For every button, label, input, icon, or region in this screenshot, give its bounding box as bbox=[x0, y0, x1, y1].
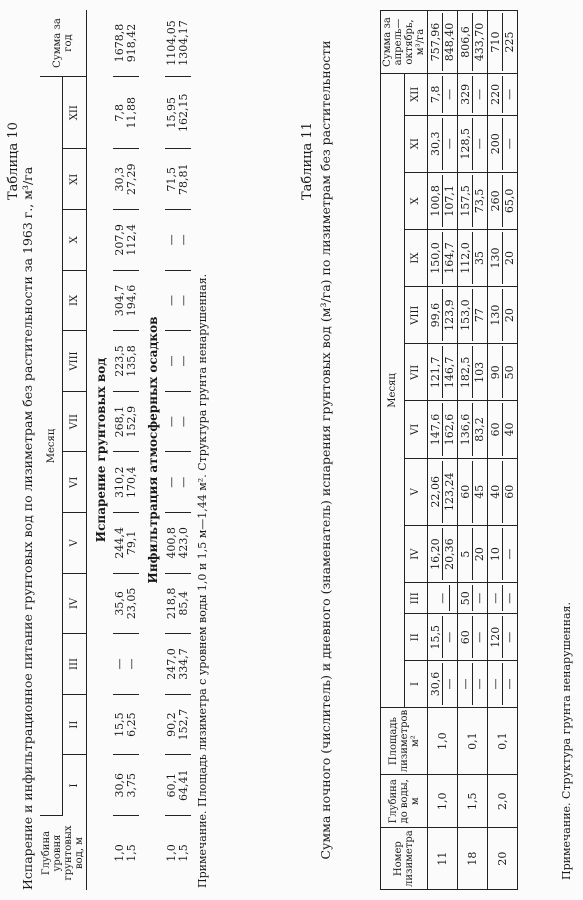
t11-denominator: 65,0 bbox=[503, 188, 516, 214]
t10-value-cell-line: 7,8 bbox=[113, 103, 126, 122]
t11-numerator: 157,5 bbox=[459, 175, 473, 227]
t11-numerator: 260 bbox=[489, 175, 503, 227]
t11-value-cell bbox=[488, 344, 518, 401]
t10-value-cell bbox=[113, 210, 139, 271]
t11-denominator: 73,5 bbox=[473, 188, 486, 214]
t10-value-cell-line: 90,2 bbox=[165, 712, 178, 737]
table11-label: Таблица 11 bbox=[300, 122, 315, 200]
t10-value-cell bbox=[165, 513, 191, 574]
t11-denominator: 35 bbox=[473, 251, 486, 266]
t10-value-cell-line: 112,4 bbox=[125, 224, 138, 256]
t10-value-cell-line: 170,4 bbox=[125, 466, 138, 498]
t11-numerator: 220 bbox=[489, 76, 503, 113]
t11-denominator: 83,2 bbox=[473, 417, 486, 442]
t11-denominator: 20,36 bbox=[443, 538, 456, 570]
t11-numerator: 130 bbox=[489, 232, 503, 284]
t11-numerator: — bbox=[459, 663, 473, 705]
t11-denominator: 433,70 bbox=[473, 22, 486, 62]
t10-value-cell-line: 15,95 bbox=[165, 96, 178, 129]
t10-value-cell-line: — bbox=[113, 658, 126, 670]
t11-value-cell bbox=[458, 11, 488, 74]
t10-value-cell bbox=[165, 634, 191, 695]
t10-value-cell bbox=[113, 755, 139, 816]
table10-caption: Испарение и инфильтрационное питание грунтовых вод по лизиметрам без растительности за 1963 г., м³/га bbox=[20, 166, 35, 890]
t10-value-cell-line: 23,05 bbox=[125, 587, 138, 620]
t11-denominator: 40 bbox=[503, 422, 516, 437]
t11-month-III: III bbox=[404, 583, 428, 614]
t10-value-cell-line: 60,1 bbox=[165, 772, 178, 798]
t10-month-VIII: VIII bbox=[63, 331, 87, 392]
t10-value-cell-line: 15,5 bbox=[113, 712, 126, 737]
t10-value-cell bbox=[113, 270, 139, 331]
t11-numerator: 710 bbox=[489, 13, 503, 71]
table10-label: Таблица 10 bbox=[6, 122, 21, 200]
t11-value-cell bbox=[458, 458, 488, 526]
t11-numerator: 50 bbox=[459, 585, 473, 611]
t11-denominator: 107,1 bbox=[443, 185, 456, 217]
t11-numerator: 112,0 bbox=[459, 232, 473, 284]
t11-numerator: 5 bbox=[459, 528, 473, 580]
t11-value-cell bbox=[428, 74, 458, 116]
t10-value-cell bbox=[165, 573, 191, 634]
t11-value-cell bbox=[428, 661, 458, 708]
t10-value-cell-line: — bbox=[165, 416, 178, 428]
t11-value-cell bbox=[488, 401, 518, 458]
t10-month-II: II bbox=[63, 694, 87, 755]
t11-denominator: 162,6 bbox=[443, 413, 456, 446]
t11-num-header: Номер лизиметра bbox=[381, 828, 428, 890]
t11-month-X: X bbox=[404, 172, 428, 229]
t10-note: Примечание. Площадь лизиметра с уровнем воды 1,0 и 1,5 м—1,44 м². Структура грунта ненарушенная. bbox=[196, 273, 209, 888]
t10-value-cell bbox=[165, 210, 191, 271]
t11-month-II: II bbox=[404, 614, 428, 661]
t10-value-cell bbox=[165, 10, 191, 77]
t11-denominator: 20 bbox=[503, 251, 516, 266]
t10-value-cell bbox=[165, 452, 191, 513]
t11-value-cell bbox=[488, 229, 518, 286]
t11-num-cell: 18 bbox=[458, 828, 488, 890]
t11-value-cell bbox=[428, 115, 458, 172]
t11-denominator: 123,24 bbox=[443, 472, 456, 512]
t10-value-cell-line: 78,81 bbox=[177, 163, 190, 196]
t10-value-cell bbox=[165, 755, 191, 816]
t10-value-cell-line: — bbox=[165, 476, 178, 488]
t11-value-cell bbox=[428, 526, 458, 583]
t11-numerator: 90 bbox=[489, 346, 503, 398]
t11-value-cell bbox=[488, 583, 518, 614]
t11-numerator: 757,96 bbox=[429, 13, 443, 71]
t10-value-cell bbox=[113, 694, 139, 755]
t11-denominator: — bbox=[473, 678, 486, 690]
t11-denominator: 146,7 bbox=[443, 356, 456, 389]
t11-denominator: — bbox=[443, 88, 456, 100]
t10-value-cell-line: 194,6 bbox=[125, 284, 138, 317]
t10-value-cell-line: 64,41 bbox=[177, 769, 190, 801]
t11-value-cell bbox=[458, 344, 488, 401]
t10-section-infil: Инфильтрация атмосферных осадков bbox=[146, 316, 160, 584]
t10-value-cell bbox=[165, 331, 191, 392]
t11-numerator: 128,5 bbox=[459, 118, 473, 170]
t10-value-cell-line: — bbox=[177, 355, 190, 367]
t11-numerator: 100,8 bbox=[429, 175, 443, 227]
t11-denominator: — bbox=[443, 631, 456, 643]
t11-value-cell bbox=[458, 74, 488, 116]
t11-denominator: — bbox=[503, 548, 516, 560]
t11-value-cell bbox=[488, 115, 518, 172]
t10-value-cell bbox=[165, 270, 191, 331]
t11-value-cell bbox=[428, 614, 458, 661]
t10-depth-cell bbox=[165, 816, 191, 891]
t10-value-cell-line: 3,75 bbox=[125, 772, 138, 798]
t11-numerator: 806,6 bbox=[459, 13, 473, 71]
t10-value-cell-line: — bbox=[125, 658, 138, 670]
t10-value-cell bbox=[113, 77, 139, 149]
t11-value-cell bbox=[488, 661, 518, 708]
t11-month-IV: IV bbox=[404, 526, 428, 583]
t10-value-cell-line: 71,5 bbox=[165, 167, 178, 192]
t11-numerator: 30,3 bbox=[429, 118, 443, 170]
t10-value-cell bbox=[113, 513, 139, 574]
t10-value-cell-line: 400,8 bbox=[165, 527, 178, 559]
t11-denominator: 20 bbox=[473, 547, 486, 562]
t11-value-cell bbox=[488, 74, 518, 116]
t10-value-cell-line: — bbox=[165, 294, 178, 306]
t11-num-cell: 20 bbox=[488, 828, 518, 890]
t10-value-cell-line: 162,15 bbox=[177, 93, 190, 132]
t11-denominator: — bbox=[443, 138, 456, 150]
t11-value-cell bbox=[428, 11, 458, 74]
t11-numerator: — bbox=[489, 663, 503, 705]
t11-value-cell bbox=[458, 614, 488, 661]
t11-value-cell bbox=[488, 11, 518, 74]
t10-value-cell-line: 1678,8 bbox=[113, 23, 126, 63]
t10-value-cell bbox=[165, 694, 191, 755]
t10-value-cell bbox=[113, 452, 139, 513]
t10-value-cell-line: 268,1 bbox=[113, 405, 126, 438]
t11-value-cell bbox=[458, 287, 488, 344]
t11-denominator: 164,7 bbox=[443, 242, 456, 274]
t11-depth-cell: 1,0 bbox=[428, 775, 458, 828]
t10-section-evap: Испарение грунтовых вод bbox=[94, 357, 108, 543]
t11-denominator: — bbox=[473, 138, 486, 150]
t10-value-cell-line: 218,8 bbox=[165, 587, 178, 620]
t11-month-XII: XII bbox=[404, 74, 428, 116]
t11-numerator: 99,6 bbox=[429, 289, 443, 341]
t10-month-VI: VI bbox=[63, 452, 87, 513]
t10-value-cell-line: 423,0 bbox=[177, 527, 190, 559]
t10-value-cell bbox=[165, 391, 191, 452]
t11-denominator: 77 bbox=[473, 308, 486, 323]
t10-value-cell-line: 207,9 bbox=[113, 224, 126, 256]
t10-month-XI: XI bbox=[63, 149, 87, 210]
t10-depth-cell-line: 1,0 bbox=[113, 844, 126, 862]
t10-sum-header: Сумма за год bbox=[40, 10, 87, 77]
table-row bbox=[113, 10, 139, 890]
t11-denominator: 123,9 bbox=[443, 299, 456, 331]
t10-value-cell-line: 11,88 bbox=[125, 96, 138, 129]
t11-value-cell bbox=[458, 229, 488, 286]
table10 bbox=[40, 10, 210, 890]
table11-caption: Сумма ночного (числитель) и дневного (знаменатель) испарения грунтовых вод (м³/га) по лизиметрам без растительности bbox=[318, 40, 333, 860]
t11-value-cell bbox=[488, 614, 518, 661]
t11-numerator: 182,5 bbox=[459, 346, 473, 398]
t11-denominator: 20 bbox=[503, 308, 516, 323]
t11-value-cell bbox=[458, 115, 488, 172]
t10-value-cell bbox=[113, 149, 139, 210]
t11-denominator: — bbox=[473, 592, 486, 604]
t11-denominator: 50 bbox=[503, 365, 516, 380]
t11-note: Примечание. Структура грунта ненарушенная. bbox=[560, 602, 573, 880]
t11-denominator: — bbox=[503, 592, 516, 604]
t11-numerator: 147,6 bbox=[429, 403, 443, 455]
table-row bbox=[165, 10, 191, 890]
t10-month-X: X bbox=[63, 210, 87, 271]
t11-value-cell bbox=[458, 526, 488, 583]
t11-value-cell bbox=[488, 287, 518, 344]
t10-value-cell-line: 244,4 bbox=[113, 527, 126, 559]
t10-value-cell bbox=[113, 10, 139, 77]
t10-value-cell bbox=[113, 331, 139, 392]
t10-value-cell-line: — bbox=[165, 355, 178, 367]
t10-value-cell-line: — bbox=[177, 234, 190, 246]
t10-value-cell-line: 918,42 bbox=[125, 23, 138, 63]
table-row bbox=[428, 11, 458, 890]
t11-value-cell bbox=[428, 287, 458, 344]
t11-area-cell: 0,1 bbox=[458, 707, 488, 774]
t10-value-cell-line: 79,1 bbox=[125, 530, 138, 556]
t10-value-cell-line: 30,6 bbox=[113, 772, 126, 798]
t11-value-cell bbox=[428, 172, 458, 229]
t11-depth-cell: 1,5 bbox=[458, 775, 488, 828]
t11-numerator: 60 bbox=[489, 403, 503, 455]
t11-numerator: 22,06 bbox=[429, 461, 443, 524]
t10-value-cell-line: 27,29 bbox=[125, 163, 138, 196]
t11-denominator: — bbox=[503, 678, 516, 690]
t11-numerator: 10 bbox=[489, 528, 503, 580]
t11-numerator: — bbox=[489, 585, 503, 611]
t10-month-XII: XII bbox=[63, 77, 87, 149]
t10-value-cell-line: 152,7 bbox=[177, 708, 190, 741]
t10-value-cell-line: 1104,05 bbox=[165, 20, 178, 66]
t10-depth-cell-line: 1,0 bbox=[165, 844, 178, 862]
t11-numerator: 30,6 bbox=[429, 663, 443, 705]
t11-value-cell bbox=[458, 172, 488, 229]
t11-depth-cell: 2,0 bbox=[488, 775, 518, 828]
t11-numerator: 121,7 bbox=[429, 346, 443, 398]
t11-value-cell bbox=[458, 661, 488, 708]
t11-area-cell: 1,0 bbox=[428, 707, 458, 774]
t11-numerator: 150,0 bbox=[429, 232, 443, 284]
t11-numerator: 136,6 bbox=[459, 403, 473, 455]
t11-sum-header: Сумма за апрель—октябрь, м³/га bbox=[381, 11, 428, 74]
t10-value-cell-line: — bbox=[165, 234, 178, 246]
t11-denominator: — bbox=[443, 678, 456, 690]
t11-value-cell bbox=[488, 172, 518, 229]
t10-value-cell-line: 223,5 bbox=[113, 345, 126, 377]
t11-month-VII: VII bbox=[404, 344, 428, 401]
t10-value-cell-line: 35,6 bbox=[113, 591, 126, 616]
t10-month-III: III bbox=[63, 634, 87, 695]
t11-numerator: 15,5 bbox=[429, 616, 443, 658]
t11-month-VI: VI bbox=[404, 401, 428, 458]
t10-value-cell-line: 152,9 bbox=[125, 405, 138, 438]
t10-month-IV: IV bbox=[63, 573, 87, 634]
t10-month-group: Месяц bbox=[40, 77, 63, 816]
t10-value-cell-line: 304,7 bbox=[113, 284, 126, 317]
t11-numerator: 200 bbox=[489, 118, 503, 170]
t11-value-cell bbox=[428, 583, 458, 614]
t10-month-VII: VII bbox=[63, 391, 87, 452]
t11-numerator: 130 bbox=[489, 289, 503, 341]
t10-value-cell-line: — bbox=[177, 294, 190, 306]
t11-denominator: — bbox=[503, 631, 516, 643]
t10-value-cell-line: — bbox=[177, 476, 190, 488]
t11-value-cell bbox=[458, 583, 488, 614]
t10-month-I: I bbox=[63, 755, 87, 816]
t11-month-VIII: VIII bbox=[404, 287, 428, 344]
t10-value-cell-line: 334,7 bbox=[177, 648, 190, 680]
t11-value-cell bbox=[428, 229, 458, 286]
t11-numerator: 40 bbox=[489, 461, 503, 524]
t10-value-cell-line: 30,3 bbox=[113, 167, 126, 192]
t10-value-cell-line: — bbox=[177, 416, 190, 428]
t11-value-cell bbox=[458, 401, 488, 458]
t10-value-cell bbox=[165, 77, 191, 149]
t11-denominator: — bbox=[503, 88, 516, 100]
t11-area-cell: 0,1 bbox=[488, 707, 518, 774]
t11-numerator: — bbox=[436, 585, 450, 611]
t11-month-V: V bbox=[404, 458, 428, 526]
t10-value-cell bbox=[113, 634, 139, 695]
t11-denominator: 60 bbox=[503, 484, 516, 499]
t10-value-cell-line: 247,0 bbox=[165, 648, 178, 680]
t11-value-cell bbox=[488, 526, 518, 583]
t11-denominator: — bbox=[473, 631, 486, 643]
t11-denominator: 848,40 bbox=[443, 22, 456, 62]
t10-value-cell-line: 1304,17 bbox=[177, 20, 190, 66]
t10-month-IX: IX bbox=[63, 270, 87, 331]
t11-month-group: Месяц bbox=[381, 74, 405, 708]
t11-month-XI: XI bbox=[404, 115, 428, 172]
t11-numerator: 60 bbox=[459, 461, 473, 524]
t10-depth-cell-line: 1,5 bbox=[177, 844, 190, 862]
t10-month-V: V bbox=[63, 513, 87, 574]
t11-denominator: 45 bbox=[473, 484, 486, 499]
t11-depth-header: Глубина до воды, м bbox=[381, 775, 428, 828]
t11-value-cell bbox=[428, 344, 458, 401]
t10-depth-cell-line: 1,5 bbox=[125, 844, 138, 862]
t10-value-cell-line: 135,8 bbox=[125, 345, 138, 377]
t10-value-cell bbox=[113, 573, 139, 634]
table-row bbox=[488, 11, 518, 890]
table-row bbox=[458, 11, 488, 890]
t11-numerator: 60 bbox=[459, 616, 473, 658]
t11-numerator: 7,8 bbox=[429, 76, 443, 113]
t11-denominator: 103 bbox=[473, 361, 486, 383]
t10-value-cell bbox=[113, 391, 139, 452]
t11-month-IX: IX bbox=[404, 229, 428, 286]
t11-area-header: Площадь лизиметров м² bbox=[381, 707, 428, 774]
table11 bbox=[380, 10, 518, 890]
t11-numerator: 120 bbox=[489, 616, 503, 658]
t11-denominator: 225 bbox=[503, 31, 516, 53]
t11-numerator: 153,0 bbox=[459, 289, 473, 341]
t11-num-cell: 11 bbox=[428, 828, 458, 890]
t11-denominator: — bbox=[503, 138, 516, 150]
t10-depth-cell bbox=[113, 816, 139, 891]
t11-value-cell bbox=[488, 458, 518, 526]
t10-value-cell-line: 6,25 bbox=[125, 712, 138, 737]
t11-numerator: 329 bbox=[459, 76, 473, 113]
t10-value-cell-line: 85,4 bbox=[177, 591, 190, 616]
t11-month-I: I bbox=[404, 661, 428, 708]
t11-denominator: — bbox=[473, 88, 486, 100]
t10-value-cell bbox=[165, 149, 191, 210]
t11-numerator: 16,20 bbox=[429, 528, 443, 580]
t11-value-cell bbox=[428, 458, 458, 526]
t10-depth-header: Глубина уровня грунтовых вод, м bbox=[40, 816, 87, 891]
t10-value-cell-line: 310,2 bbox=[113, 466, 126, 498]
t11-value-cell bbox=[428, 401, 458, 458]
